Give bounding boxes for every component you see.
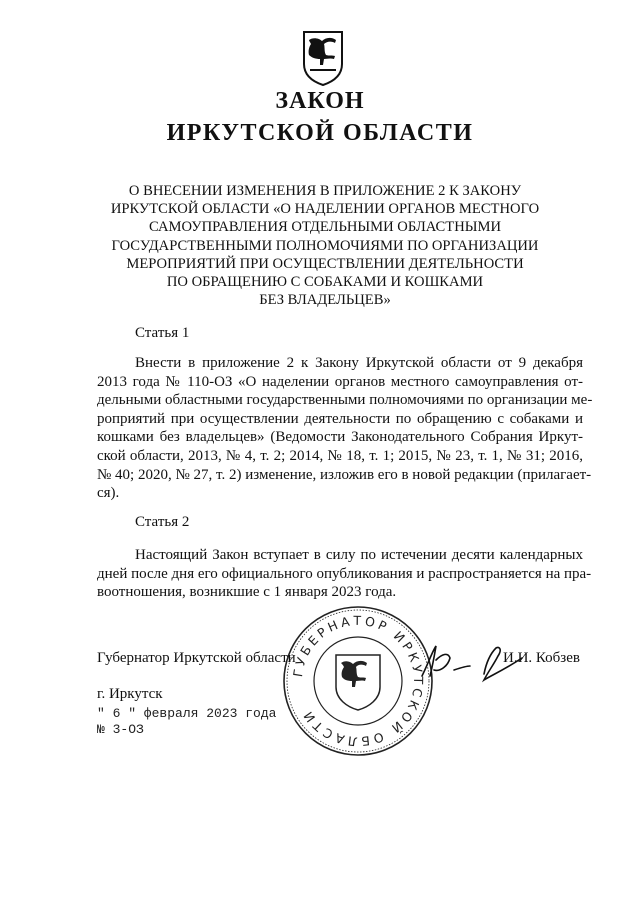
text-line: дней после дня его официального опубликования и распространяется на пра- <box>97 565 592 582</box>
city: г. Иркутск <box>97 686 163 702</box>
article-2-heading: Статья 2 <box>135 514 190 530</box>
governor-label: Губернатор Иркутской области <box>97 650 296 666</box>
subject-line: ИРКУТСКОЙ ОБЛАСТИ «О НАДЕЛЕНИИ ОРГАНОВ МЕСТНОГО <box>110 201 540 218</box>
article-1-heading: Статья 1 <box>135 325 190 341</box>
text-line: ской области, 2013, № 4, т. 2; 2014, № 18, т. 1; 2015, № 23, т. 1, № 31; 2016, <box>97 447 583 464</box>
text-line: ся). <box>97 485 120 502</box>
number-stamp: № 3-ОЗ <box>97 722 144 737</box>
subject-line: О ВНЕСЕНИИ ИЗМЕНЕНИЯ В ПРИЛОЖЕНИЕ 2 К ЗАКОНУ <box>128 183 522 199</box>
subject-line: САМОУПРАВЛЕНИЯ ОТДЕЛЬНЫМИ ОБЛАСТНЫМИ <box>149 219 501 236</box>
law-title: ЗАКОН <box>275 88 365 114</box>
text-line: роприятий при осуществлении деятельности по обращению с собаками и <box>97 410 583 427</box>
article-1-text <box>97 354 593 503</box>
law-subject <box>95 182 555 309</box>
text-line: Внести в приложение 2 к Закону Иркутской области от 9 декабря <box>135 355 583 371</box>
official-seal-icon <box>280 603 436 759</box>
text-line: воотношения, возникшие с 1 января 2023 года. <box>97 584 397 601</box>
date-stamp: " 6 " февраля 2023 года <box>97 706 277 721</box>
irkutsk-coat-of-arms-icon <box>301 30 345 86</box>
law-region-title: ИРКУТСКОЙ ОБЛАСТИ <box>166 120 474 146</box>
seal-ring-text: ГУБЕРНАТОР ИРКУТСКОЙ ОБЛАСТИ <box>290 612 427 750</box>
governor-name: И.И. Кобзев <box>503 650 580 666</box>
text-line: кошками без владельцев» (Ведомости Законодательного Собрания Иркут- <box>97 429 583 446</box>
subject-line: БЕЗ ВЛАДЕЛЬЦЕВ» <box>259 292 391 309</box>
text-line: № 40; 2020, № 27, т. 2) изменение, изложив его в новой редакции (прилагает- <box>97 466 592 483</box>
text-line: 2013 года № 110-ОЗ «О наделении органов местного самоуправления от- <box>97 373 583 390</box>
text-line: дельными областными государственными полномочиями по организации ме- <box>97 392 593 409</box>
subject-line: ГОСУДАРСТВЕННЫМИ ПОЛНОМОЧИЯМИ ПО ОРГАНИЗАЦИИ <box>111 237 539 254</box>
subject-line: ПО ОБРАЩЕНИЮ С СОБАКАМИ И КОШКАМИ <box>166 274 484 291</box>
subject-line: МЕРОПРИЯТИЙ ПРИ ОСУЩЕСТВЛЕНИИ ДЕЯТЕЛЬНОСТИ <box>126 255 524 272</box>
article-2-text <box>97 546 592 602</box>
text-line: Настоящий Закон вступает в силу по истечении десяти календарных <box>135 547 583 563</box>
